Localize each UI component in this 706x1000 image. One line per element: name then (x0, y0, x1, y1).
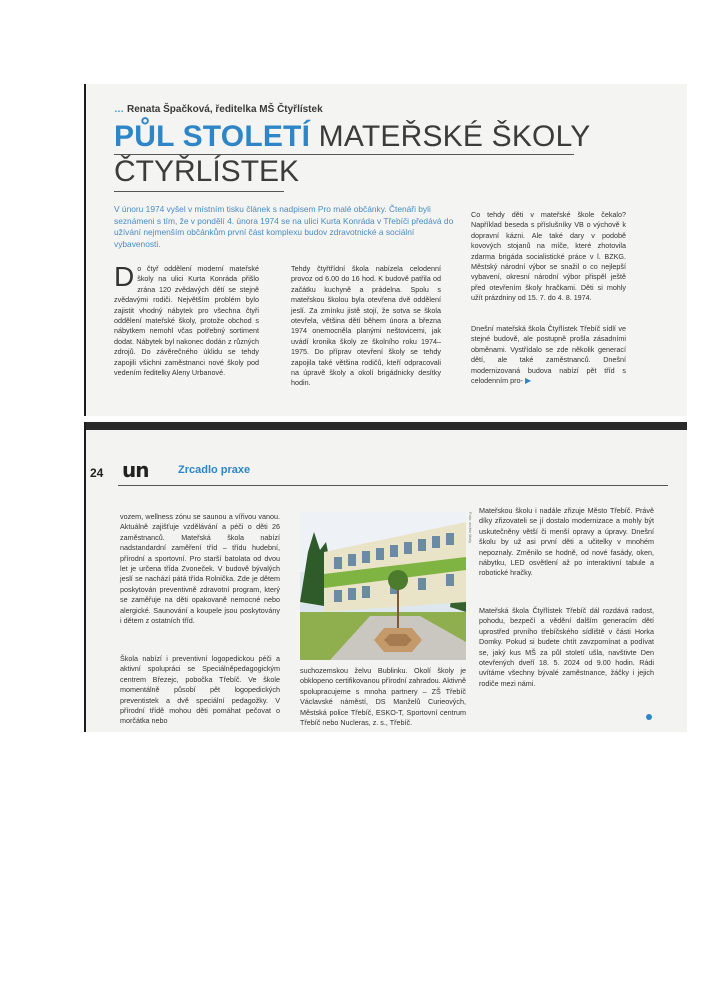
article-page-continued (84, 422, 687, 732)
author-line: … Renata Špačková, ředitelka MŠ Čtyřlístek (114, 104, 323, 115)
p2-column-1b: Škola nabízí i preventivní logopedickou péči a aktivní spolupráci se Speciálněpedagogickým centrem Březejc, pobočka Třebíč. Ve škole momentálně působí pět logopedických preventistek a dvě speciální pedagožky. V přírodní třídě mohou děti pomáhat pečovat o morčátka nebo (120, 654, 280, 726)
article-lead: V únoru 1974 vyšel v místním tisku článek s nadpisem Pro malé občánky. Čtenáři byli seznámeni s tím, že v pondělí 4. února 1974 se na ulici Kurta Konráda v Třebíči předává do užívání nejmenším občánkům první část komplexu budov zdravotnické a sociální vybavenosti. (114, 204, 454, 249)
article-title-line2: ČTYŘLÍSTEK (114, 155, 300, 188)
p2-column-2: suchozemskou želvu Bublinku. Okolí školy je obklopeno certifikovanou přírodní zahradou. Aktivně spolupracujeme s mnoha partnery – ZŠ Třebíč Václavské náměstí, DS Manželů Curieových, Městská police Třebíč, ESKO-T, Sportovní centrum Třebíč nebo Nucleras, z. s., Třebíč. (300, 666, 466, 728)
end-dot-icon (646, 714, 652, 720)
photo-credit: Foto: archiv školy (468, 512, 473, 544)
section-title: Zrcadlo praxe (178, 464, 251, 476)
page-number: 24 (90, 466, 104, 480)
continue-arrow-icon: ▶ (524, 376, 532, 386)
magazine-logo: un (122, 458, 149, 482)
title-rule-2 (114, 191, 284, 192)
drop-cap: D (114, 261, 135, 292)
section-rule (118, 485, 668, 486)
column-1: Do čtyř oddělení moderní mateřské školy na ulici Kurta Konráda přišlo zrána 120 zvědavých dětí se stejně zvědavými rodiči. Největším problém bylo zajistit vhodný nábytek pro všechna čtyři oddělení mateřské školy, protože obchod s nábytkem nemohl včas potřebný sortiment dodat. Nábytek byl nakonec dodán z různých zdrojů. Do závěrečného úklidu se tehdy zapojili všichni zaměstnanci nové školy pod vedením ředitelky Aleny Urbanové. (114, 261, 259, 378)
article-page-top (84, 84, 687, 416)
column-3a: Co tehdy děti v mateřské škole čekalo? Například beseda s příslušníky VB o výchově k dopravní kázni. Ale také dary v podobě kovových stojanů na míče, které zhotovila zdarma brigáda socialistické práce v l. BZKG. Městský národní výbor se snažil o co nejlepší vybavení, okresní národní výbor přispěl ještě před otevřením školy hračkami. Děti si mohly užít prázdniny od 15. 7. do 4. 8. 1974. (471, 210, 626, 303)
article-title: PŮL STOLETÍ MATEŘSKÉ ŠKOLY (114, 120, 591, 153)
school-building-photo (300, 512, 466, 660)
p2-column-1a: vozem, wellness zónu se saunou a vířivou vanou. Aktuálně zajišťuje vzdělávání a péči o děti 26 zaměstnanců. Mateřská škola nabízí nadstandardní zaměření tříd – třídu hudební, přírodní a sportovní. Pro starší batolata od dvou let je určena třída Zvoneček. V budově bývalých jeslí se nachází pátá třída Rolnička. Zde je dětem poskytován preventivně zdravotní program, který se zaměřuje na děti opakovaně nemocné nebo alergické. Saunování a koupele jsou poskytovány i dětem z ostatních tříd. (120, 512, 280, 626)
p2-column-3b: Mateřská škola Čtyřlístek Třebíč dál rozdává radost, pohodu, bezpečí a vědění dalším generacím dětí uprostřed prvního třebíčského sídliště v části Horka Domky. Pokud si budete chtít zavzpomínat a podívat se, jaký kus MŠ za půl století ušla, navštivte Den otevřených dveří 18. 5. 2024 od 9.00 hodin. Rádi uvítáme všechny bývalé zaměstnance, žáčky i jejich rodiče mezi námi. (479, 606, 654, 688)
column-3b: Dnešní mateřská škola Čtyřlístek Třebíč sídlí ve stejné budově, ale postupně prošla zásadními obměnami. Vystřídalo se zde několik generací dětí, ale také zaměstnanců. Dnešní modernizovaná budova nabízí pět tříd s celodenním pro- ▶ (471, 324, 626, 386)
column-2: Tehdy čtyřtřídní škola nabízela celodenní provoz od 6.00 do 16 hod. K budově patřila od začátku kuchyně a prádelna. Spolu s mateřskou školou byla otevřena dvě oddělení jeslí. Za zmínku jistě stojí, že sotva se škola otevřela, většina dětí během února a března 1974 onemocněla planými neštovicemi, jak uvádí kronika školy ze školního roku 1974–1975. Do příprav otevření školy se tehdy zapojila také většina rodičů, kteří odpracovali na úpravě školy a okolí brigádnicky desítky hodin. (291, 264, 441, 388)
p2-column-3a: Mateřskou školu i nadále zřizuje Město Třebíč. Právě díky zřizovateli se jí dostalo modernizace a mohly být uskutečněny větší či menší opravy a úpravy. Dnešní školu by už asi první děti a učitelky v mnohém nepoznaly. Změnilo se hodně, od nové fasády, oken, nábytku, LED osvětlení až po interaktivní tabule a robotické hračky. (479, 506, 654, 578)
